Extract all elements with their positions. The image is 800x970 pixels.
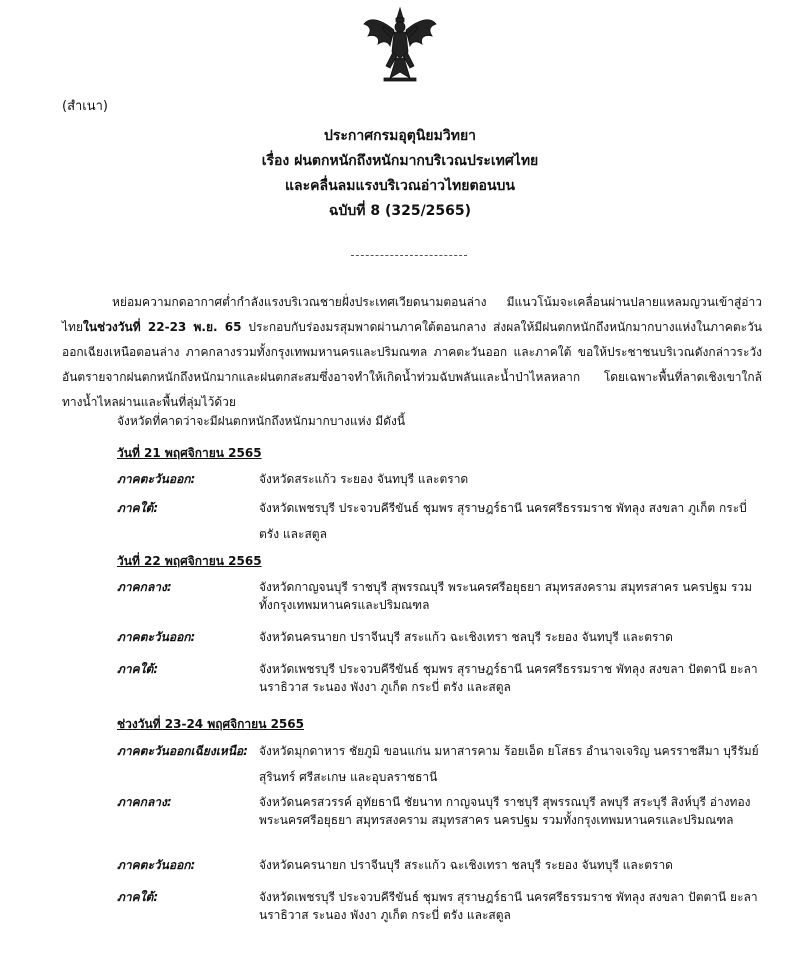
province-list: จังหวัดนครนายก ปราจีนบุรี สระแก้ว ฉะเชิงเทรา ชลบุรี ระยอง จันทบุรี และตราด	[259, 858, 673, 872]
paragraph-text: ประกอบกับร่องมรสุมพาดผ่านภาคใต้ตอนกลาง ส่งผลให้มีฝนตกหนักถึงหนักมากบางแห่งในภาคตะวันออกเฉียงเหนือตอนล่าง ภาคกลางรวมทั้งกรุงเทพมหานครและปริมณฑล ภาคตะวันออก และภาคใต้ ขอให้ประชาชนบริเวณดังกล่าวระวังอันตรายจากฝนตกหนักถึงหนักมากและฝนตกสะสมซึ่งอาจทำให้เกิดน้ำท่วมฉับพลันและน้ำป่าไหลหลาก โดยเฉพาะพื้นที่ลาดเชิงเขาใกล้ทางน้ำไหลผ่านและพื้นที่ลุ่มไว้ด้วย	[62, 320, 762, 409]
province-list: จังหวัดสระแก้ว ระยอง จันทบุรี และตราด	[259, 472, 469, 486]
paragraph-text: หย่อมความกดอากาศต่ำกำลังแรงบริเวณชายฝั่งประเทศเวียดนามตอนล่าง มีแนวโน้มจะเคลื่อนผ่านปลายแหลมญวนเข้าสู่อ่าวไทย	[62, 295, 762, 334]
garuda-emblem-icon	[360, 6, 440, 82]
region-label: ภาคกลาง:	[117, 795, 172, 809]
province-list: จังหวัดเพชรบุรี ประจวบคีรีขันธ์ ชุมพร สุราษฎร์ธานี นครศรีธรรมราช พัทลุง สงขลา ปัตตานี ยะลา นราธิวาส ระนอง พังงา ภูเก็ต กระบี่ ตรัง และสตูล	[259, 662, 758, 694]
region-label: ภาคตะวันออก:	[117, 472, 196, 486]
region-label: ภาคกลาง:	[117, 580, 172, 594]
region-label: ภาคตะวันออกเฉียงเหนือ:	[117, 744, 248, 758]
day-heading: ช่วงวันที่ 23-24 พฤศจิกายน 2565	[117, 717, 304, 731]
title-line: เรื่อง ฝนตกหนักถึงหนักมากบริเวณประเทศไทย	[261, 153, 539, 169]
region-label: ภาคใต้:	[117, 890, 159, 904]
day-heading: วันที่ 22 พฤศจิกายน 2565	[117, 554, 262, 568]
province-list: จังหวัดนครสวรรค์ อุทัยธานี ชัยนาท กาญจนบุรี ราชบุรี สุพรรณบุรี ลพบุรี สระบุรี สิงห์บุรี อ่างทอง พระนครศรีอยุธยา สมุทรสงคราม สมุทรสาคร นครปฐม รวมทั้งกรุงเทพมหานครและปริมณฑล	[259, 795, 751, 827]
announcement-title	[0, 124, 800, 224]
province-list: จังหวัดเพชรบุรี ประจวบคีรีขันธ์ ชุมพร สุราษฎร์ธานี นครศรีธรรมราช พัทลุง สงขลา ปัตตานี ยะลา นราธิวาส ระนอง พังงา ภูเก็ต กระบี่ ตรัง และสตูล	[259, 890, 758, 922]
divider	[351, 255, 467, 256]
province-list: จังหวัดนครนายก ปราจีนบุรี สระแก้ว ฉะเชิงเทรา ชลบุรี ระยอง จันทบุรี และตราด	[259, 630, 673, 644]
province-list: จังหวัดกาญจนบุรี ราชบุรี สุพรรณบุรี พระนครศรีอยุธยา สมุทรสงคราม สมุทรสาคร นครปฐม รวมทั้งกรุงเทพมหานครและปริมณฑล	[259, 580, 753, 612]
region-label: ภาคใต้:	[117, 662, 159, 676]
day-heading: วันที่ 21 พฤศจิกายน 2565	[117, 446, 262, 460]
title-line: ประกาศกรมอุตุนิยมวิทยา	[323, 128, 477, 144]
province-intro: จังหวัดที่คาดว่าจะมีฝนตกหนักถึงหนักมากบางแห่ง มีดังนี้	[117, 414, 406, 428]
region-label: ภาคตะวันออก:	[117, 630, 196, 644]
issue-number: ฉบับที่ 8 (325/2565)	[328, 203, 472, 219]
body-paragraph	[62, 290, 762, 415]
title-line: และคลื่นลมแรงบริเวณอ่าวไทยตอนบน	[285, 178, 515, 194]
region-label: ภาคตะวันออก:	[117, 858, 196, 872]
region-label: ภาคใต้:	[117, 501, 159, 515]
copy-label: (สำเนา)	[62, 99, 109, 114]
province-list: จังหวัดเพชรบุรี ประจวบคีรีขันธ์ ชุมพร สุราษฎร์ธานี นครศรีธรรมราช พัทลุง สงขลา ภูเก็ต กระบี่ ตรัง และสตูล	[259, 501, 747, 541]
province-list: จังหวัดมุกดาหาร ชัยภูมิ ขอนแก่น มหาสารคาม ร้อยเอ็ด ยโสธร อำนาจเจริญ นครราชสีมา บุรีรัมย์ สุรินทร์ ศรีสะเกษ และอุบลราชธานี	[259, 744, 759, 784]
paragraph-emphasis: ในช่วงวันที่ 22-23 พ.ย. 65	[82, 320, 242, 334]
